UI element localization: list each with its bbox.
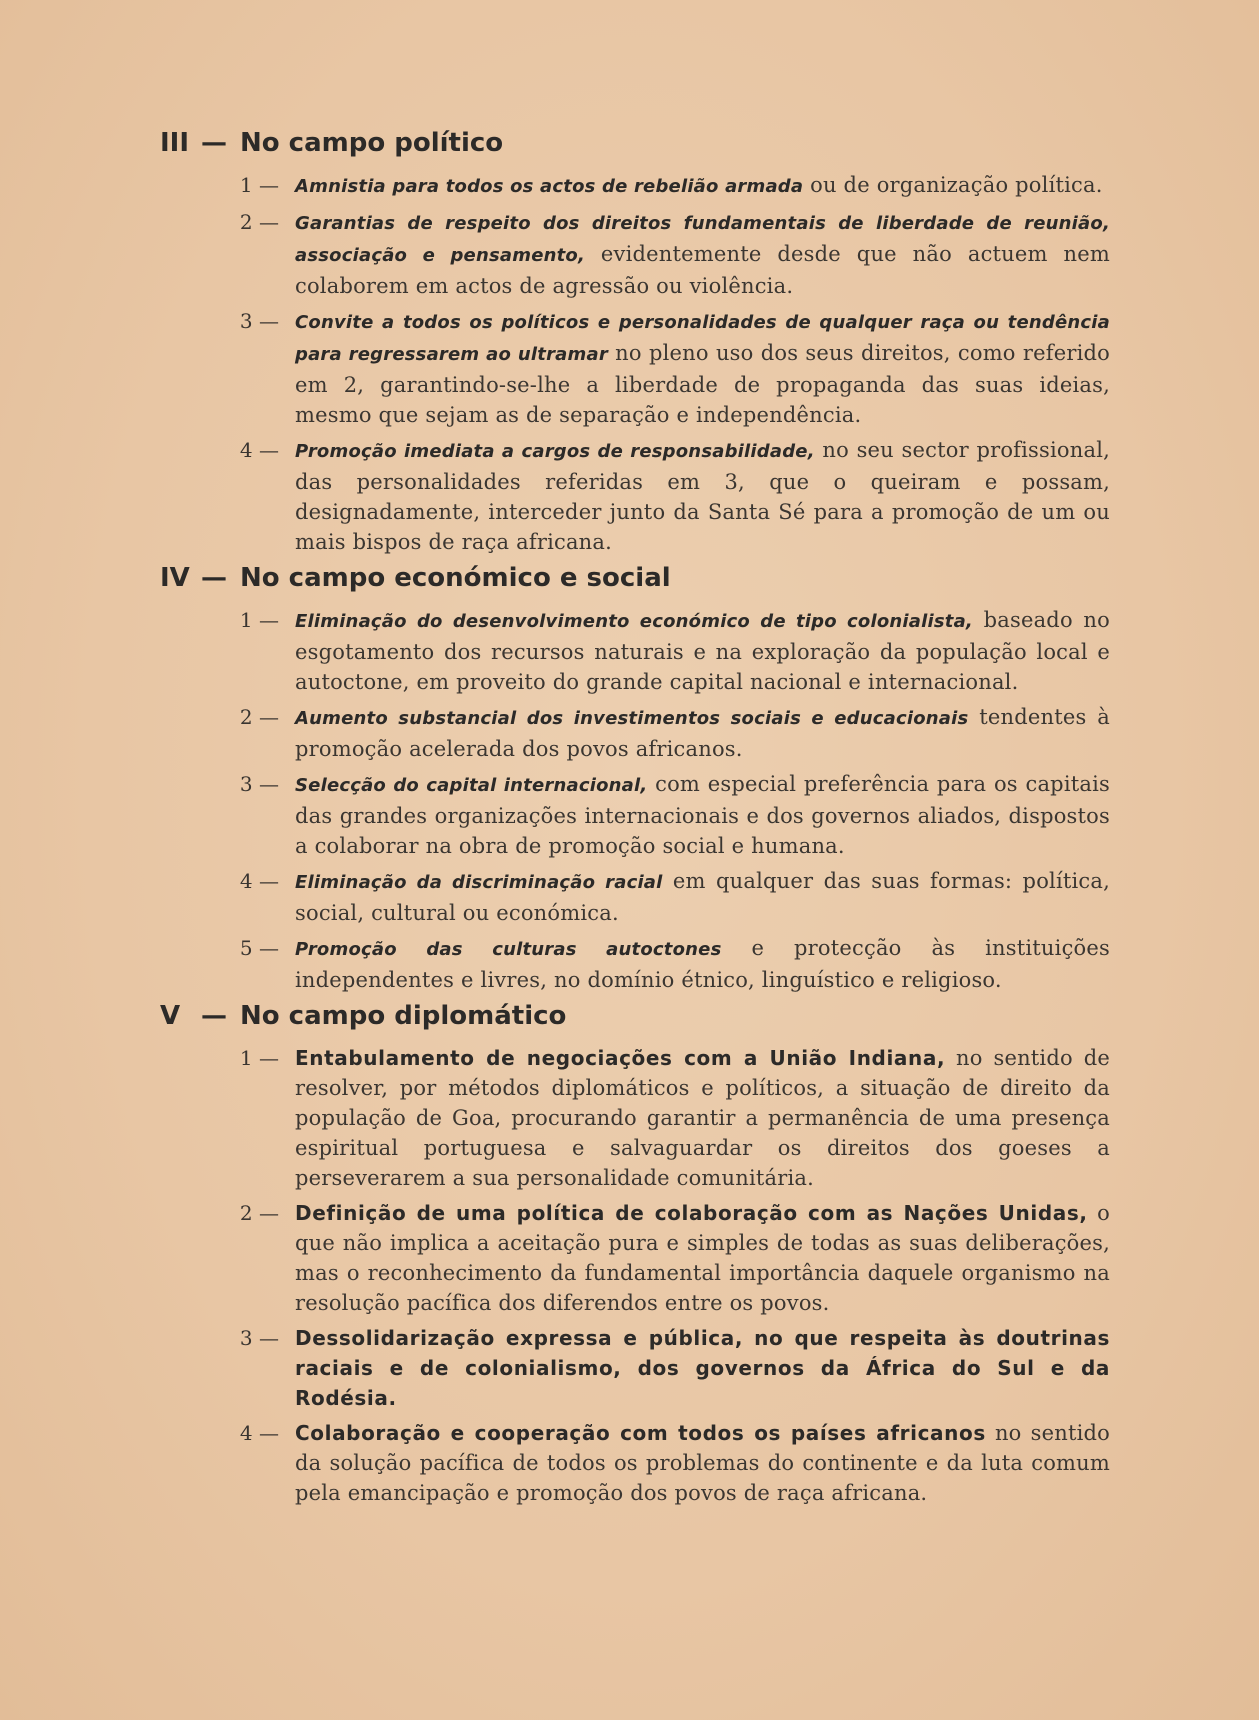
list-item	[160, 933, 1110, 995]
item-lead: Eliminação da discriminação racial	[295, 872, 663, 893]
item-lead: Colaboração e cooperação com todos os países africanos	[295, 1421, 986, 1445]
item-rest: ou de organização política.	[803, 173, 1103, 197]
section-political	[160, 128, 1110, 557]
item-lead: Amnistia para todos os actos de rebelião armada	[295, 176, 804, 197]
item-rest: evidentemente desde que não actuem nem colaborem em actos de agressão ou violência.	[295, 242, 1110, 298]
section-heading	[160, 1001, 1110, 1039]
item-text	[295, 1323, 1110, 1413]
list-item	[160, 605, 1110, 697]
list-item	[160, 170, 1110, 202]
item-text	[295, 769, 1110, 861]
item-text	[295, 866, 1110, 928]
item-number: 1 —	[239, 1046, 279, 1070]
section-numeral: V	[160, 1001, 181, 1031]
item-lead: Selecção do capital internacional,	[295, 775, 648, 796]
item-lead: Convite a todos os políticos e personalidades de qualquer raça ou tendência para regressarem ao ultramar	[295, 312, 1110, 365]
item-number: 2 —	[239, 1201, 279, 1225]
list-item	[160, 702, 1110, 764]
item-number: 2 —	[239, 210, 279, 234]
item-number: 1 —	[239, 173, 279, 197]
list-item	[160, 866, 1110, 928]
item-lead: Dessolidarização expressa e pública, no que respeita às doutrinas raciais e de colonialismo, dos governos da África do Sul e da Rodésia.	[295, 1326, 1110, 1410]
item-number: 5 —	[239, 936, 279, 960]
item-rest: tendentes à promoção acelerada dos povos africanos.	[295, 705, 1111, 761]
item-text	[295, 170, 1110, 202]
section-title: No campo económico e social	[240, 563, 671, 593]
item-lead: Promoção imediata a cargos de responsabilidade,	[295, 441, 815, 462]
item-lead: Eliminação do desenvolvimento económico de tipo colonialista,	[295, 611, 973, 632]
item-rest: o que não implica a aceitação pura e simples de todas as suas deliberações, mas o reconhecimento da fundamental importância daquele organismo na resolução pacífica dos diferendos entre os povos.	[295, 1201, 1111, 1315]
item-lead: Garantias de respeito dos direitos fundamentais de liberdade de reunião, associação e pensamento,	[295, 213, 1110, 266]
item-lead: Aumento substancial dos investimentos sociais e educacionais	[295, 708, 969, 729]
section-economic-social	[160, 563, 1110, 995]
item-number: 1 —	[239, 608, 279, 632]
item-text	[295, 933, 1110, 995]
item-rest: no seu sector profissional, das personalidades referidas em 3, que o queiram e possam, designadamente, interceder junto da Santa Sé para a promoção de um ou mais bispos de raça africana.	[295, 438, 1111, 554]
section-title: No campo diplomático	[240, 1001, 567, 1031]
document-body	[160, 128, 1110, 1514]
list-item	[160, 207, 1110, 301]
item-rest: baseado no esgotamento dos recursos naturais e na exploração da população local e autoctone, em proveito do grande capital nacional e internacional.	[295, 608, 1110, 694]
item-lead: Definição de uma política de colaboração com as Nações Unidas,	[295, 1201, 1088, 1225]
item-number: 4 —	[239, 1421, 279, 1445]
item-number: 4 —	[239, 438, 279, 462]
section-heading	[160, 128, 1110, 166]
item-text	[295, 1043, 1110, 1193]
section-dash: —	[201, 563, 227, 593]
item-text	[295, 605, 1110, 697]
item-text	[295, 1418, 1110, 1508]
section-numeral: III	[160, 128, 190, 158]
list-item	[160, 1198, 1110, 1318]
list-item	[160, 1323, 1110, 1413]
list-item	[160, 769, 1110, 861]
item-rest: com especial preferência para os capitais das grandes organizações internacionais e dos governos aliados, dispostos a colaborar na obra de promoção social e humana.	[295, 772, 1110, 858]
section-diplomatic	[160, 1001, 1110, 1508]
list-item	[160, 306, 1110, 430]
item-rest: no sentido da solução pacífica de todos os problemas do continente e da luta comum pela emancipação e promoção dos povos de raça africana.	[295, 1421, 1110, 1505]
item-number: 4 —	[239, 869, 279, 893]
item-text	[295, 207, 1110, 301]
item-rest: no pleno uso dos seus direitos, como referido em 2, garantindo-se-lhe a liberdade de propaganda das suas ideias, mesmo que sejam as de separação e independência.	[295, 341, 1110, 427]
item-lead: Promoção das culturas autoctones	[295, 939, 722, 960]
list-item	[160, 435, 1110, 557]
section-dash: —	[201, 128, 227, 158]
section-dash: —	[201, 1001, 227, 1031]
item-number: 3 —	[239, 309, 279, 333]
item-number: 2 —	[239, 705, 279, 729]
list-item	[160, 1043, 1110, 1193]
item-text	[295, 435, 1110, 557]
section-numeral: IV	[160, 563, 190, 593]
item-text	[295, 306, 1110, 430]
item-text	[295, 702, 1110, 764]
item-rest: em qualquer das suas formas: política, social, cultural ou económica.	[295, 869, 1110, 925]
item-rest: no sentido de resolver, por métodos diplomáticos e políticos, a situação de direito da população de Goa, procurando garantir a permanência de uma presença espiritual portuguesa e salvaguardar os direitos dos goeses a perseverarem a sua personalidade comunitária.	[295, 1046, 1110, 1190]
section-heading	[160, 563, 1110, 601]
item-number: 3 —	[239, 1326, 279, 1350]
item-rest: e protecção às instituições independentes e livres, no domínio étnico, linguístico e religioso.	[295, 936, 1110, 992]
item-number: 3 —	[239, 772, 279, 796]
section-title: No campo político	[240, 128, 504, 158]
item-text	[295, 1198, 1110, 1318]
item-lead: Entabulamento de negociações com a União Indiana,	[295, 1046, 946, 1070]
list-item	[160, 1418, 1110, 1508]
